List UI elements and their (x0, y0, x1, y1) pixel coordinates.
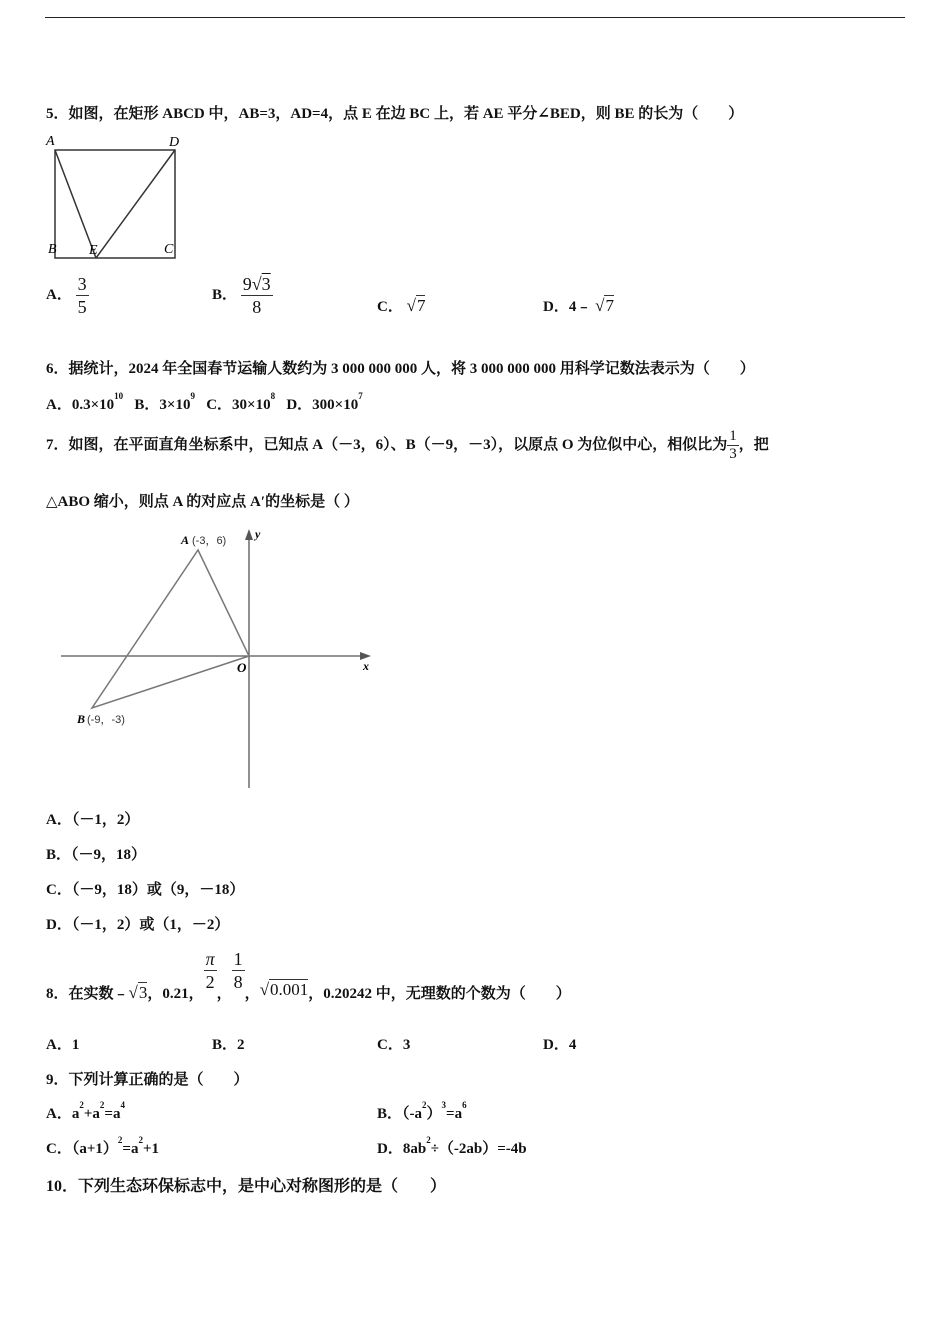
coordinate-figure (55, 520, 385, 790)
q6-option-b[interactable]: B．$3\times 10^9$ (134, 391, 195, 413)
q9-option-b[interactable]: B．$(-a^2)^3=a^6$ (377, 1100, 467, 1122)
q8-option-c[interactable]: C．3 (377, 1037, 411, 1053)
q5-option-d[interactable]: D．4﹣ √7 (543, 296, 614, 315)
q7-option-b[interactable]: B．（－9，18） (46, 847, 147, 863)
q8-option-a[interactable]: A．1 (46, 1037, 80, 1053)
question-6-stem: 6．据统计，2024 年全国春节运输人数约为 3 000 000 000 人，将 3 000 000 000 用科学记数法表示为（ ） (46, 361, 755, 377)
q9-option-d[interactable]: D．$8ab^2\div(-2ab)=-4b$ (377, 1135, 527, 1157)
question-8-stem: 8．在实数﹣√3，0.21， $\frac{\pi}{2}$ ， $\frac{1}{8}$ ，√0.001，0.20242 中，无理数的个数为（ ） (46, 949, 571, 1002)
q9-option-a[interactable]: A．$a^2+a^2=a^4$ (46, 1100, 125, 1122)
label-a: A (46, 134, 55, 149)
q6-option-c[interactable]: C．$30\times 10^8$ (206, 391, 276, 413)
q9-option-c[interactable]: C．$(a+1)^2=a^2+1$ (46, 1135, 160, 1157)
q7-option-d[interactable]: D．（－1，2）或（1，－2） (46, 917, 230, 933)
x-axis-label: x (363, 659, 369, 673)
label-e: E (89, 243, 98, 258)
point-b-label: B (77, 712, 86, 726)
question-5-stem: 5．如图，在矩形 ABCD 中，AB=3，AD=4，点 E 在边 BC 上，若 AE 平分∠BED，则 BE 的长为（ ） (46, 106, 744, 122)
label-c: C (164, 242, 174, 257)
point-a-coord: (-3，6) (192, 535, 227, 547)
y-axis-label: y (255, 527, 261, 541)
label-b: B (48, 242, 57, 257)
q5-option-b[interactable]: B． $\frac{9√3}{8}$ (212, 274, 271, 317)
question-7-stem-line-1: 7．如图，在平面直角坐标系中，已知点 A（－3，6）、B（－9，－3），以原点 O 为位似中心，相似比为 $\frac{1}{3}$ ，把 (46, 428, 769, 462)
q7-option-a[interactable]: A．（－1，2） (46, 812, 140, 828)
q8-option-d[interactable]: D．4 (543, 1037, 577, 1053)
q5-option-a[interactable]: A． $\frac{3}{5}$ (46, 274, 87, 317)
q5-option-c[interactable]: C． √7 (377, 296, 426, 315)
point-a-label: A (181, 533, 190, 547)
question-7-stem-line-2: △ABO 缩小，则点 A 的对应点 A′的坐标是（ ） (46, 494, 359, 510)
q8-option-b[interactable]: B．2 (212, 1037, 245, 1053)
label-d: D (169, 135, 180, 150)
header-rule (45, 17, 905, 18)
q6-option-d[interactable]: D．$300\times 10^7$ (286, 391, 363, 413)
origin-label: O (237, 660, 247, 675)
question-9-stem: 9．下列计算正确的是（ ） (46, 1072, 249, 1088)
q7-option-c[interactable]: C．（－9，18）或（9，－18） (46, 882, 245, 898)
point-b-coord: (-9，-3) (87, 714, 125, 726)
q6-options (46, 393, 363, 414)
q6-option-a[interactable]: A．$0.3\times 10^{10}$ (46, 391, 124, 413)
rectangle-figure (44, 130, 194, 265)
question-10-stem: 10．下列生态环保标志中，是中心对称图形的是（ ） (46, 1178, 447, 1195)
